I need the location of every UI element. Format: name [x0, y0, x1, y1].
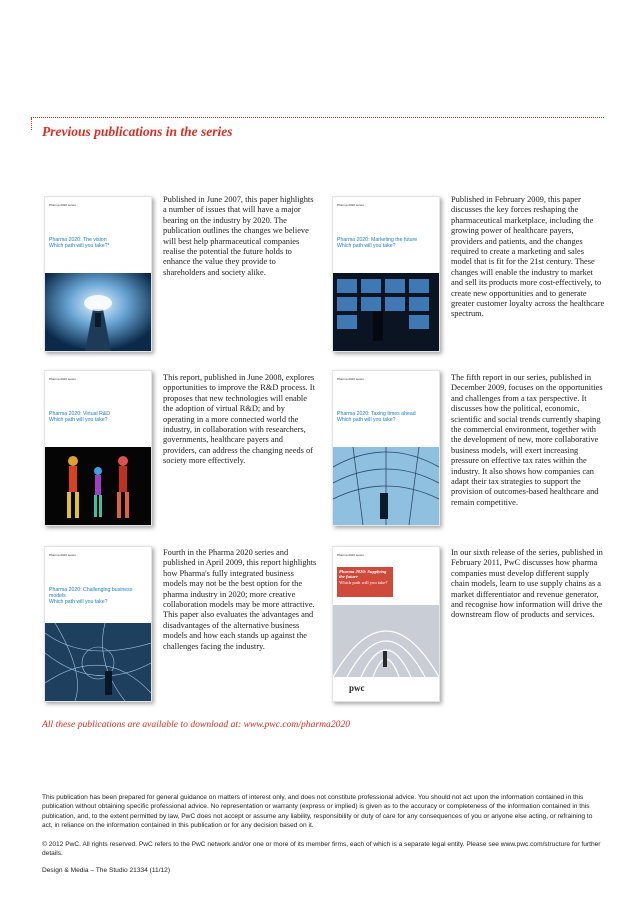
- video-wall-image: [333, 273, 439, 351]
- cover-title: Pharma 2020: Taxing times ahead Which path will you take?: [337, 411, 416, 423]
- cover-title: Pharma 2020: Marketing the future Which path will you take?: [337, 237, 418, 249]
- cover-supplying-the-future: [332, 546, 440, 702]
- arched-walkway-image: [333, 605, 439, 677]
- cover-series-label: Pharma 2020 series: [49, 203, 76, 207]
- publication-description: In our sixth release of the series, published in February 2011, PwC discusses how pharma companies must develop different supply chain models, learn to use supply chains as a market differentiator and revenue generator, and recognise how information will drive the downstream flow of products and services.: [451, 548, 603, 620]
- publication-description: Published in February 2009, this paper discusses the key forces reshaping the pharmaceutical marketplace, including the growing power of healthcare payers, providers and patients, and the changes required to create a marketing and sales model that is fit for the 21st century. These changes will enable the industry to market and sell its products more cost-effectively, to create new opportunities and to generate greater customer loyalty across the healthcare spectrum.: [451, 195, 605, 319]
- cover-virtual-rd: [44, 370, 152, 526]
- cover-title: Pharma 2020: The vision Which path will you take?*: [49, 237, 110, 249]
- section-title: Previous publications in the series: [42, 124, 233, 139]
- cover-series-label: Pharma 2020 series: [49, 377, 76, 381]
- network-web-image: [45, 623, 151, 701]
- cover-title: Pharma 2020: Challenging business models Which path will you take?: [49, 587, 133, 605]
- download-note: All these publications are available to download at: www.pwc.com/pharma2020: [42, 719, 351, 730]
- cover-taxing-times-ahead: [332, 370, 440, 526]
- cover-title: Pharma 2020: Virtual R&D Which path will you take?: [49, 411, 111, 423]
- cover-series-label: Pharma 2020 series: [49, 553, 76, 557]
- publication-description: Published in June 2007, this paper highlights a number of issues that will have a major bearing on the industry by 2020. The publication outlines the changes we believe will best help pharmaceutical companies realise the potential the future holds to enhance the value they provide to shareholders and society alike.: [163, 195, 314, 277]
- publication-description: This report, published in June 2008, explores opportunities to improve the R&D process. It proposes that new technologies will enable the adoption of virtual R&D; and by operating in a more connected world the industry, in collaboration with researchers, governments, healthcare payers and providers, can address the changing needs of society more effectively.: [163, 373, 315, 466]
- anatomy-figures-image: [45, 447, 151, 525]
- glass-dome-image: [333, 447, 439, 525]
- cover-series-label: Pharma 2020 series: [337, 203, 364, 207]
- cover-title: Pharma 2020: Supplying the future Which path will you take?: [339, 569, 388, 585]
- tunnel-escalator-image: [45, 273, 151, 351]
- footer-copyright: © 2012 PwC. All rights reserved. PwC refers to the PwC network and/or one or more of its member firms, each of which is a separate legal entity. Please see www.pwc.com/structure for further details.: [42, 841, 601, 858]
- cover-series-label: Pharma 2020 series: [337, 553, 364, 557]
- cover-marketing-the-future: [332, 196, 440, 352]
- publication-description: Fourth in the Pharma 2020 series and published in April 2009, this report highlights how Pharma's fully integrated business models may not be the best option for the pharma industry in 2020; more creative collaboration models may be more attractive. This paper also evaluates the advantages and disadvantages of the alternative business models and how each stands up against the challenges facing the industry.: [163, 548, 317, 651]
- footer-credit: Design & Media – The Studio 21334 (11/12): [42, 867, 171, 874]
- cover-the-vision: [44, 196, 152, 352]
- cover-challenging-business-models: [44, 546, 152, 702]
- pwc-logo: pwc: [349, 683, 365, 693]
- publication-description: The fifth report in our series, published in December 2009, focuses on the opportunities and challenges from a tax perspective. It discusses how the political, economic, scientific and social trends currently shaping the commercial environment, together with the development of new, more collaborative business models, will exert increasing pressure on effective tax rates within the industry. It also shows how companies can adapt their tax strategies to support the provision of outcomes-based healthcare and remain competitive.: [451, 373, 603, 507]
- cover-series-label: Pharma 2020 series: [337, 377, 364, 381]
- footer-disclaimer: This publication has been prepared for general guidance on matters of interest only, and does not constitute professional advice. You should not act upon the information contained in this publication without obtaining specific professional advice. No representation or warranty (express or implied) is given as to the accuracy or completeness of the information contained in this publication, and, to the extent permitted by law, PwC does not accept or assume any liability, responsibility or duty of care for any consequences of you or anyone else acting, or refraining to act, in reliance on the information contained in this publication or for any decision based on it.: [42, 794, 593, 830]
